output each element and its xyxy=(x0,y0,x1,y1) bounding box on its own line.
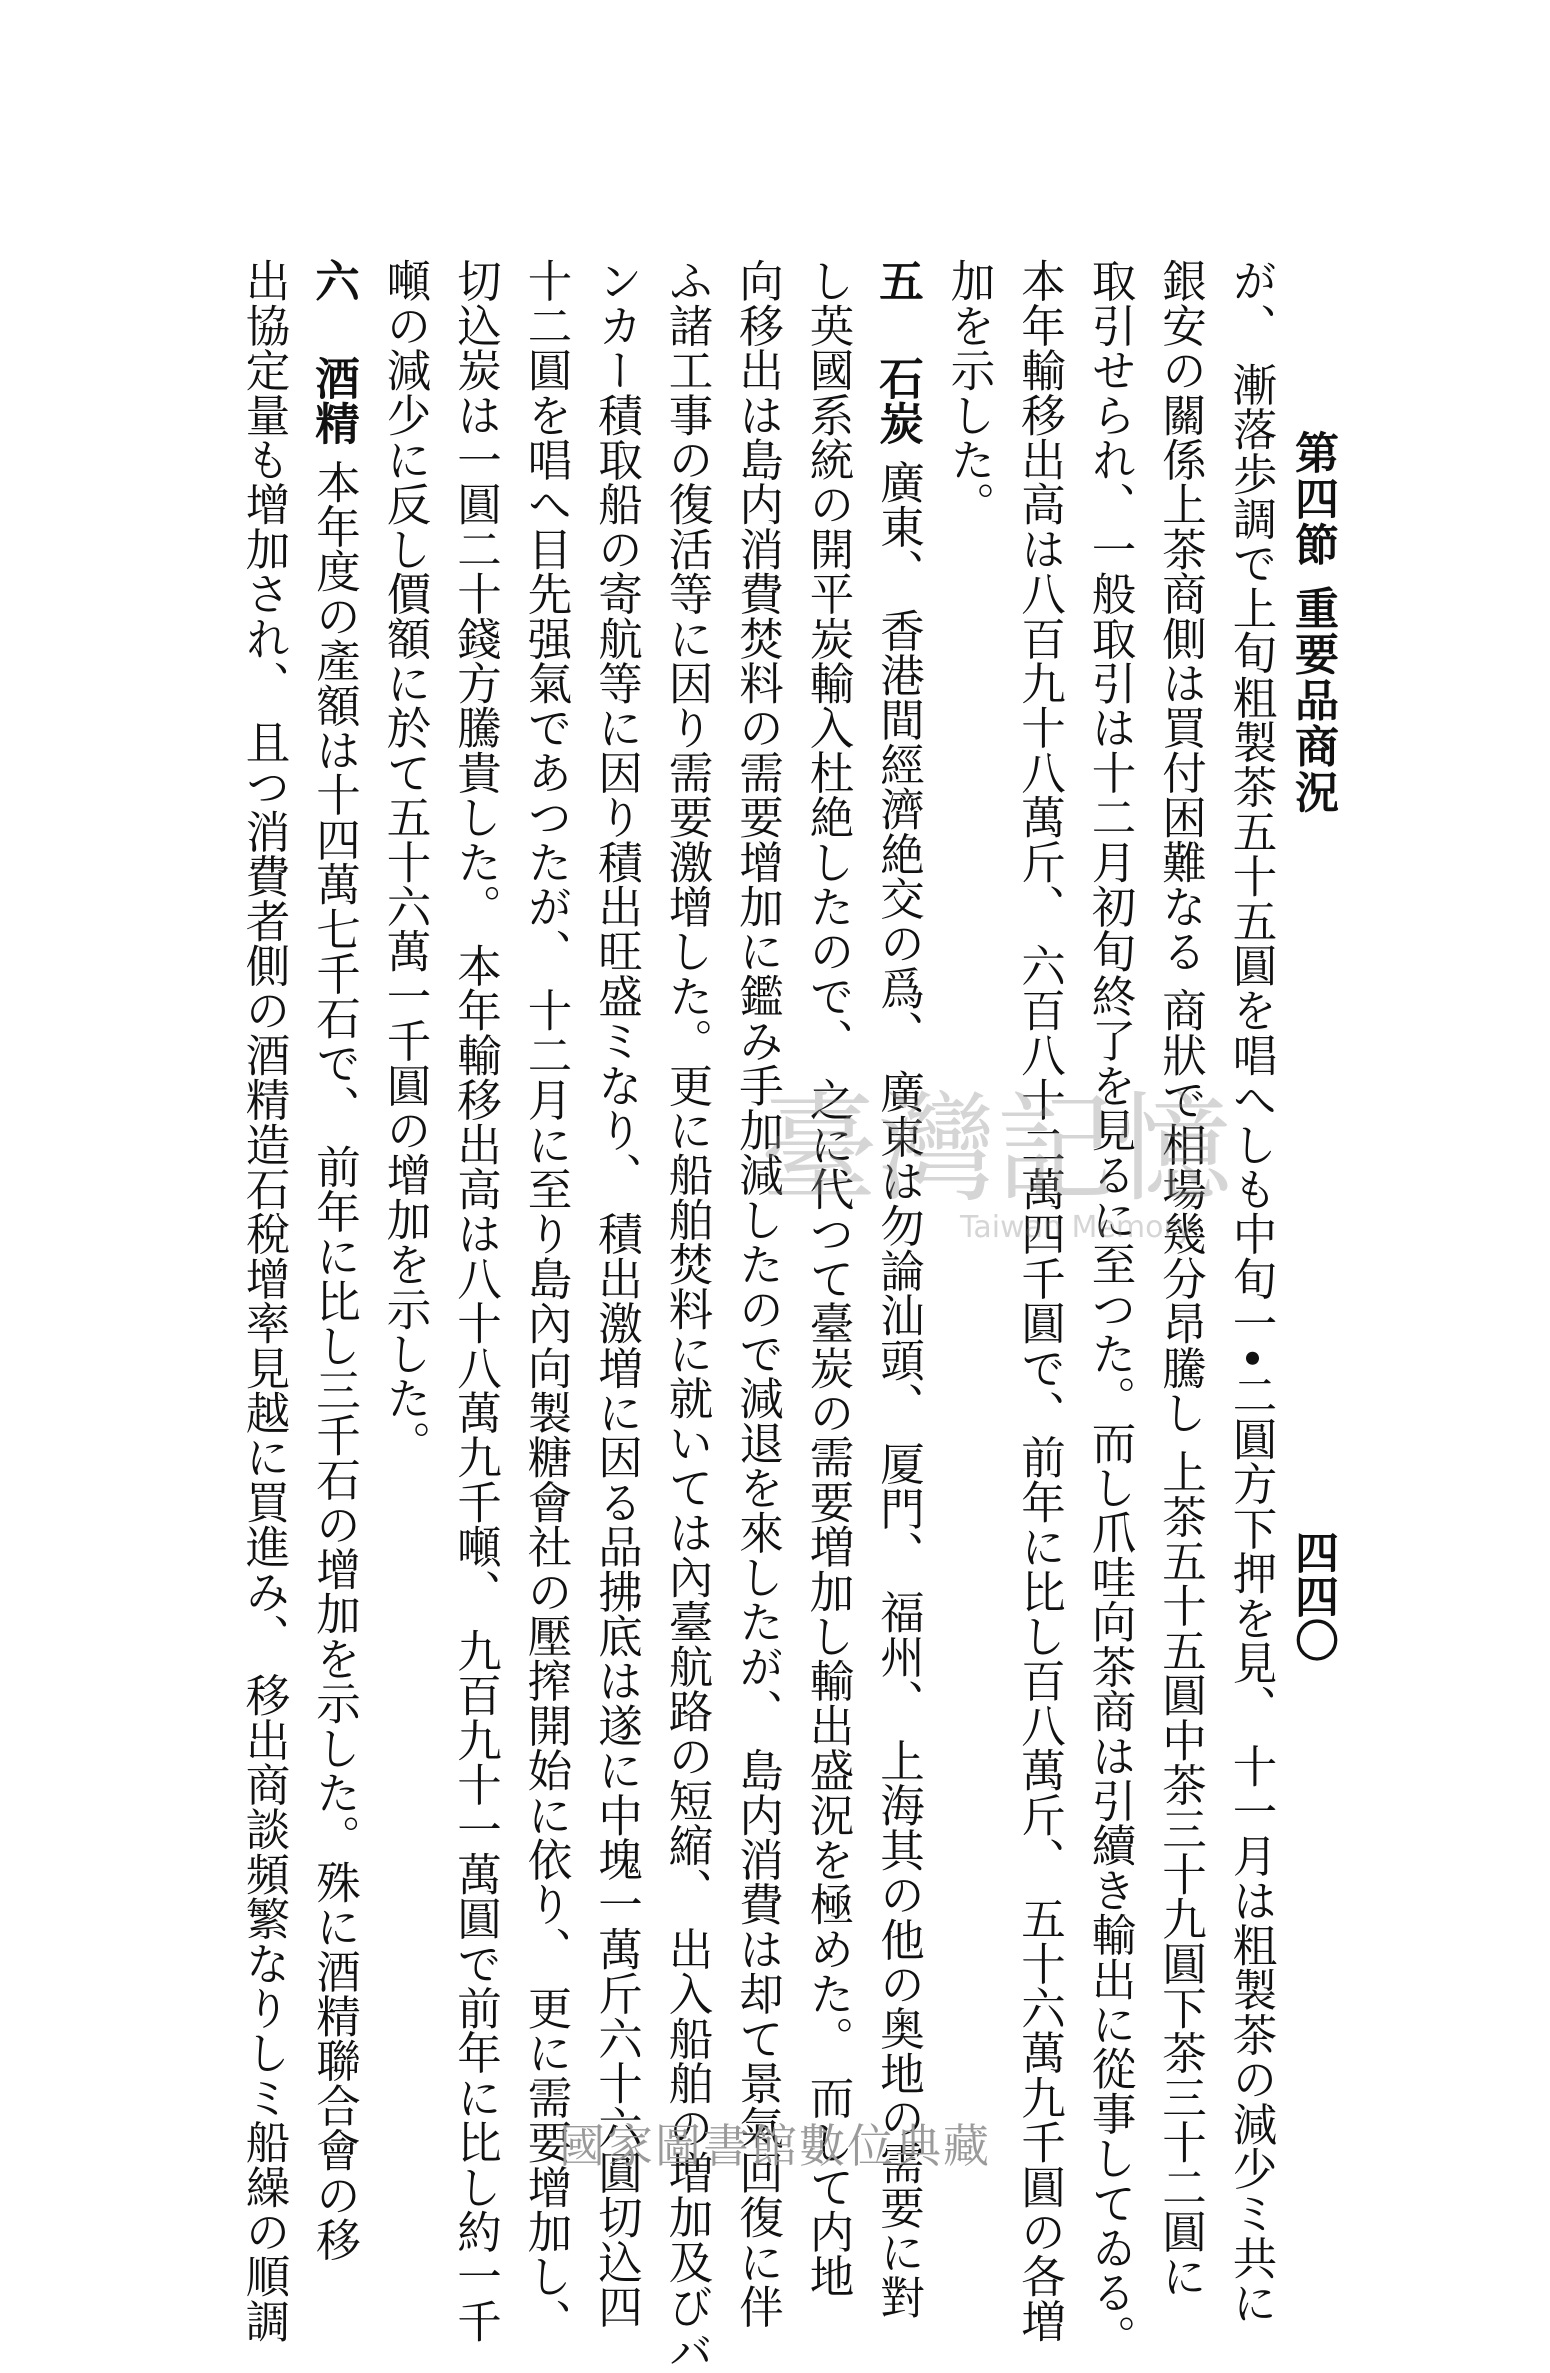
text-column: 十二圓を唱へ目先强氣であつたが、 十二月に至り島內向製糖會社の壓搾開始に依り、 更に需要增加し、 xyxy=(520,258,571,2343)
watermark-main-text: 臺灣記憶 xyxy=(760,1080,1233,1218)
text-column: 切込炭は一圓二十錢方騰貴した。 本年輸移出高は八十八萬九千噸、 九百九十一萬圓で前年に比し約一千 xyxy=(449,258,501,2343)
text-column: 取引せられ、一般取引は十二月初旬終了を見るに至つた。而し爪哇向茶商は引續き輸出に從事してゐる。 xyxy=(1084,258,1135,2359)
section-number: 六 xyxy=(307,258,360,303)
section-title: 石炭 xyxy=(871,355,924,445)
text-column: ンカー積取船の寄航等に因り積出旺盛ミなり、 積出激増に因る品拂底は遂に中塊一萬斤六十六圓切込四 xyxy=(590,258,642,2329)
text-column: 出協定量も增加され、 且つ消費者側の酒精造石稅增率見越に買進み、 移出商談頻繁なりしミ船繰の順調 xyxy=(238,258,289,2343)
watermark-logo xyxy=(760,1080,1233,1250)
text-column: 銀安の關係上茶商側は買付困難なる 商狀で相場幾分昂騰し 上茶五十五圓中茶三十九圓下茶三十二圓に xyxy=(1154,258,1206,2299)
section-five-lead-text: 廣東、 香港間經濟絶交の爲、 廣東は勿論汕頭、 厦門、 福州、 上海其の他の奥地の需要に對 xyxy=(872,459,924,2319)
text-column: 加を示した。 xyxy=(943,258,994,527)
section-six-lead-text: 本年度の產額は十四萬七千石で、 前年に比し三千石の增加を示した。殊に酒精聯合會の移 xyxy=(308,459,360,2262)
page-number: 四四〇 xyxy=(1287,1530,1338,1662)
text-column: 向移出は島内消費焚料の需要增加に鑑み手加減したので減退を來したが、 島内消費は却て景氣回復に伴 xyxy=(731,258,783,2329)
section-number: 五 xyxy=(871,258,924,303)
watermark-sub-text: Taiwan Memory xyxy=(960,1210,1194,1245)
section-six-column xyxy=(298,258,369,2262)
section-title: 酒精 xyxy=(307,355,360,445)
text-column: 本年輸移出高は八百九十八萬斤、 六百八十二萬四千圓で、前年に比し百八萬斤、 五十六萬九千圓の各増 xyxy=(1013,258,1065,2343)
text-column: ふ諸工事の復活等に因り需要激增した。更に船舶焚料に就いては內臺航路の短縮、 出入船舶の増加及びバ xyxy=(661,258,712,2373)
text-column: 噸の減少に反し價額に於て五十六萬一千圓の增加を示した。 xyxy=(379,258,430,1465)
text-column: が、 漸落歩調で上旬粗製茶五十五圓を唱へしも中旬一•二圓方下押を見、 十一月は粗製茶の減少ミ共に xyxy=(1225,258,1276,2325)
running-header-title: 第四節 重要品商況 xyxy=(1287,430,1338,816)
footer-credit: 國家圖書館數位典藏 xyxy=(559,2119,991,2173)
text-column: し英國系統の開平炭輸入杜絶したので、 之に代つて臺炭の需要増加し輸出盛況を極めた。 而して内地 xyxy=(802,258,853,2299)
